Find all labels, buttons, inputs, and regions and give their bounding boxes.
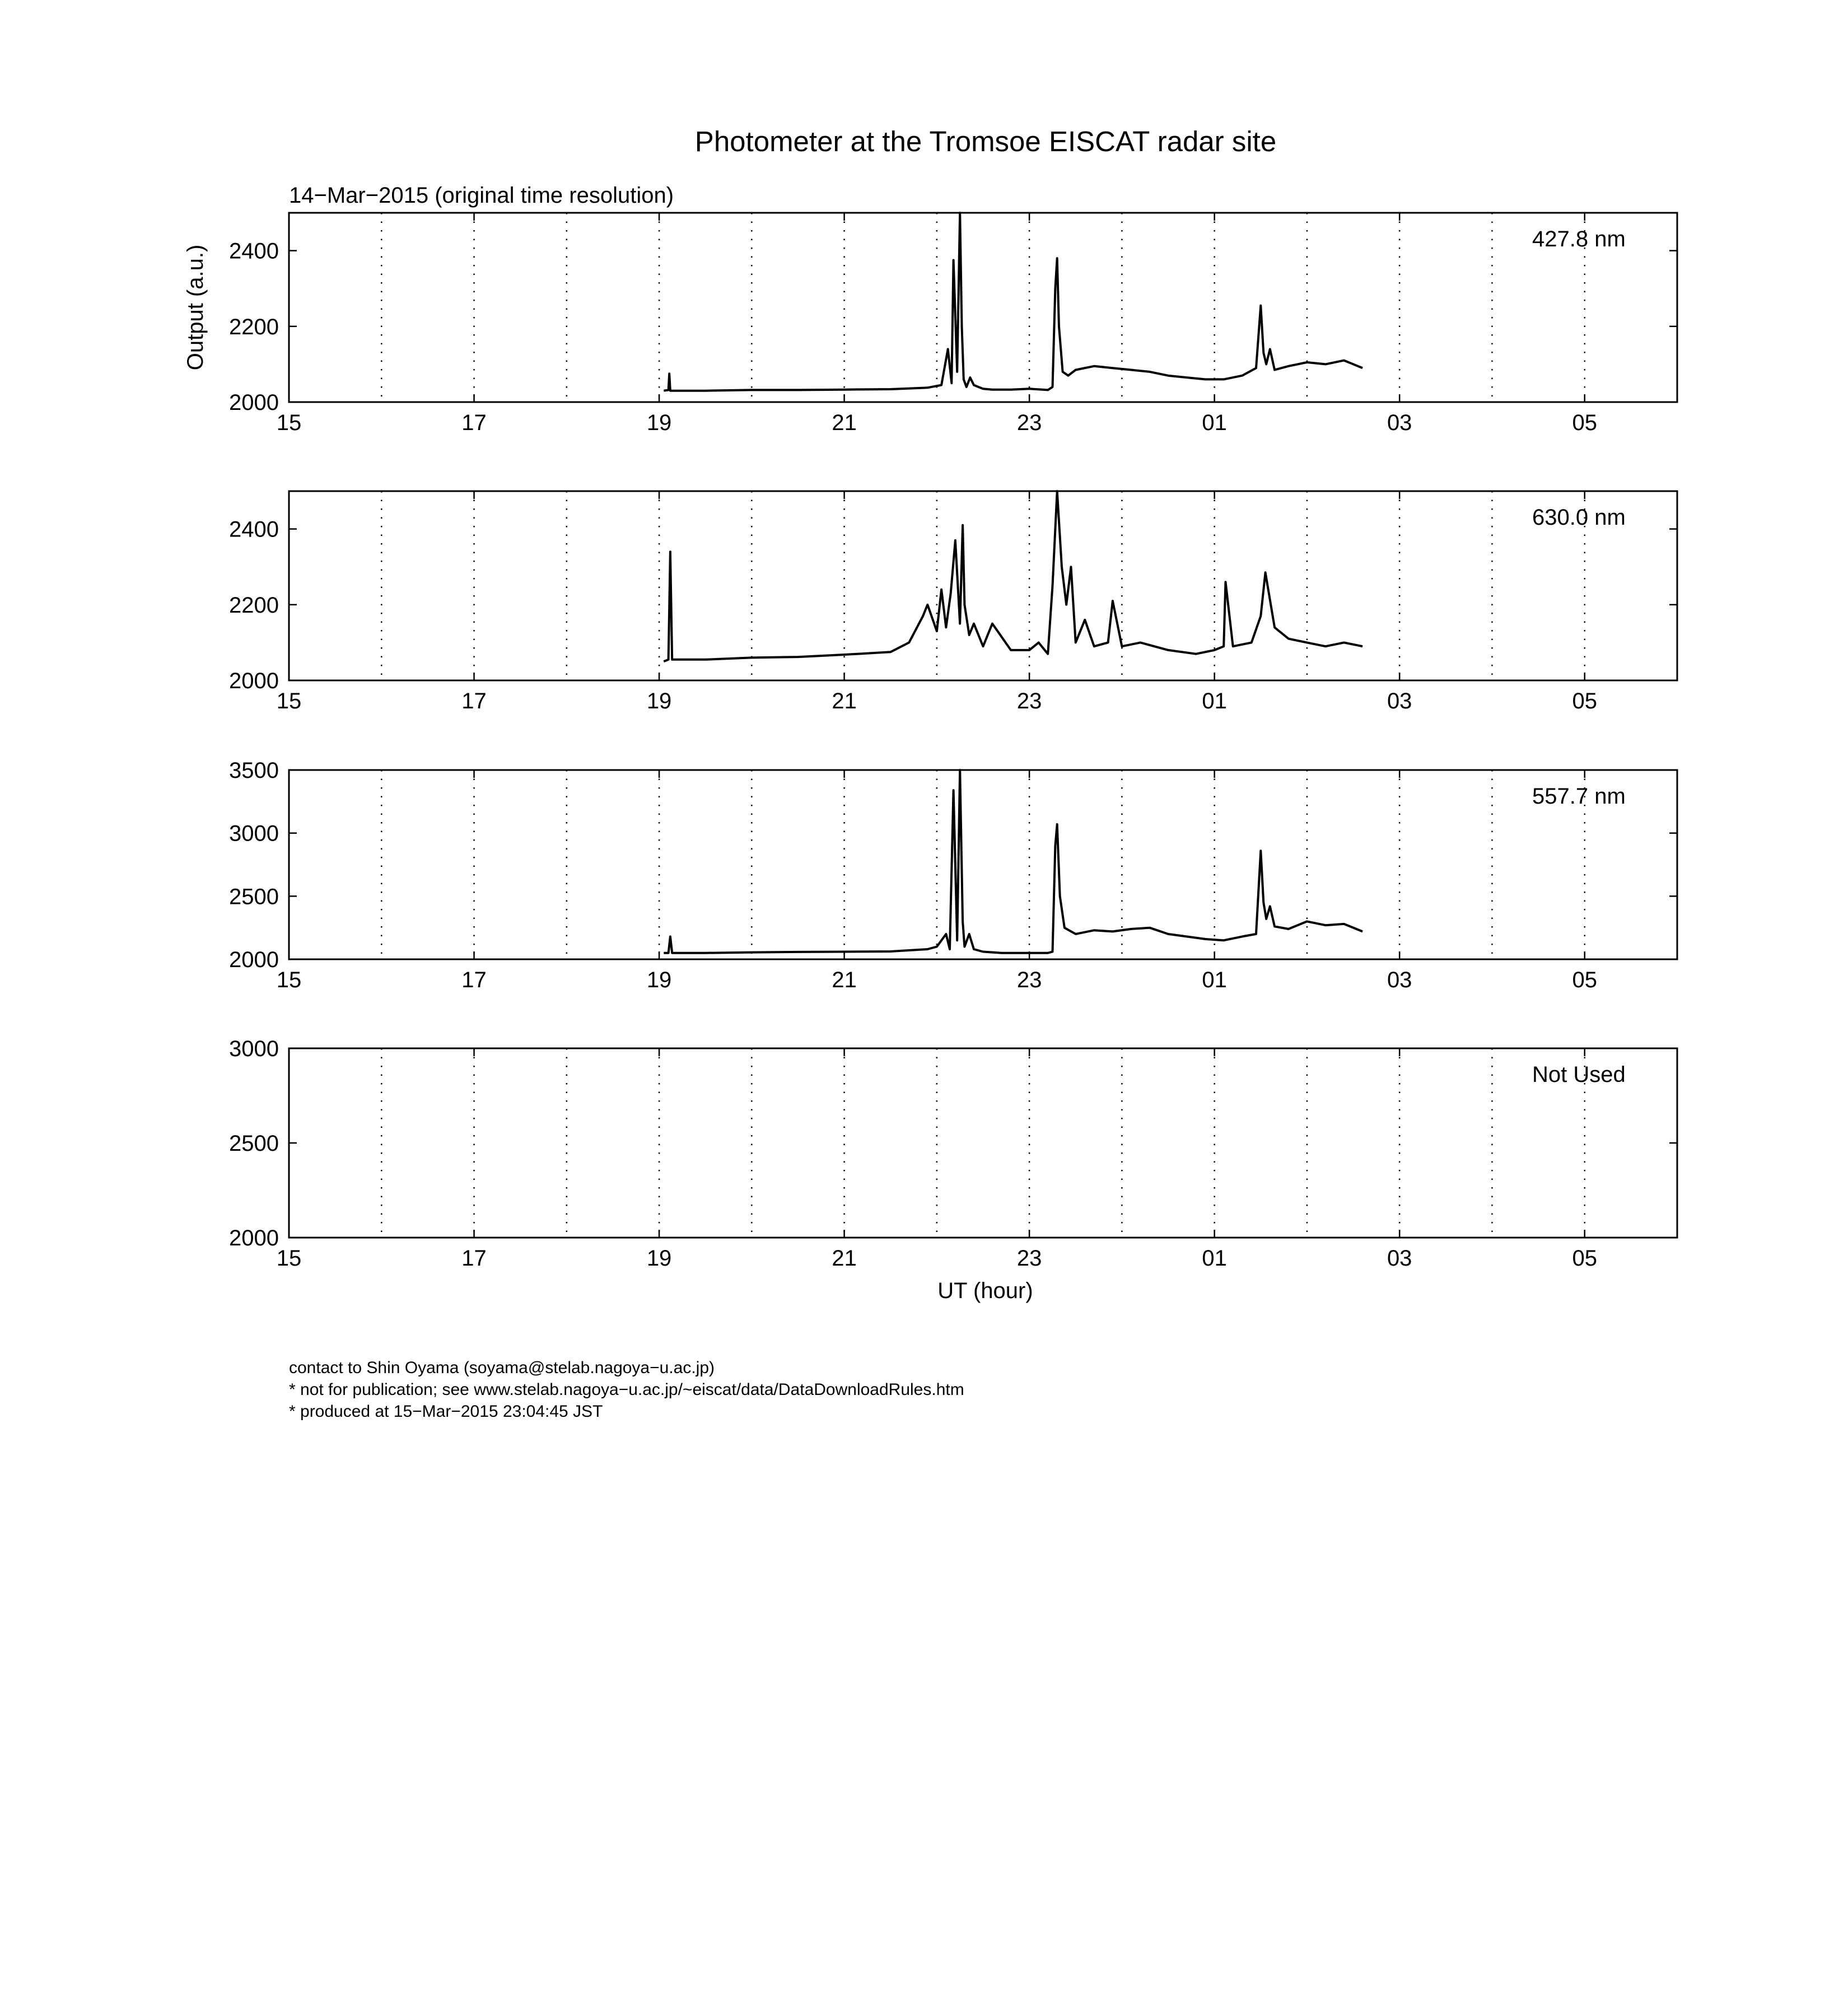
x-tick-label: 19 xyxy=(646,1246,672,1271)
panel-label: 630.0 nm xyxy=(1532,505,1626,530)
panel-label: 427.8 nm xyxy=(1532,227,1626,251)
panel-label: Not Used xyxy=(1532,1062,1626,1087)
panel xyxy=(229,758,1677,992)
x-tick-label: 17 xyxy=(461,689,487,713)
x-tick-label: 23 xyxy=(1016,968,1042,992)
x-tick-label: 21 xyxy=(832,689,857,713)
x-tick-label: 15 xyxy=(276,968,302,992)
series-line xyxy=(664,213,1362,391)
y-tick-label: 2200 xyxy=(229,592,279,618)
x-tick-label: 17 xyxy=(461,968,487,992)
panel xyxy=(183,213,1677,435)
panel xyxy=(229,491,1677,713)
x-axis-label: UT (hour) xyxy=(937,1278,1033,1303)
footer-line: * produced at 15−Mar−2015 23:04:45 JST xyxy=(289,1402,603,1421)
y-tick-label: 2000 xyxy=(229,390,279,415)
x-tick-label: 03 xyxy=(1387,1246,1412,1271)
x-tick-label: 03 xyxy=(1387,689,1412,713)
y-tick-label: 2000 xyxy=(229,669,279,693)
footer xyxy=(289,1359,964,1421)
x-tick-label: 23 xyxy=(1016,1246,1042,1271)
y-tick-label: 3000 xyxy=(229,1037,279,1061)
x-tick-label: 19 xyxy=(646,410,672,435)
x-tick-label: 15 xyxy=(276,410,302,435)
x-tick-label: 15 xyxy=(276,1246,302,1271)
footer-line: * not for publication; see www.stelab.nagoya−u.ac.jp/~eiscat/data/DataDownloadRules.htm xyxy=(289,1380,964,1399)
footer-line: contact to Shin Oyama (soyama@stelab.nagoya−u.ac.jp) xyxy=(289,1359,715,1377)
panels xyxy=(183,213,1677,1303)
plot-frame xyxy=(289,491,1677,680)
x-tick-label: 03 xyxy=(1387,968,1412,992)
x-tick-label: 23 xyxy=(1016,689,1042,713)
plot-frame xyxy=(289,1048,1677,1238)
y-axis-label: Output (a.u.) xyxy=(183,244,208,371)
x-tick-label: 21 xyxy=(832,410,857,435)
series-line xyxy=(664,491,1362,661)
y-tick-label: 2200 xyxy=(229,314,279,339)
panel xyxy=(229,1037,1677,1303)
y-tick-label: 2400 xyxy=(229,517,279,542)
x-tick-label: 05 xyxy=(1572,1246,1597,1271)
plot-frame xyxy=(289,770,1677,959)
y-tick-label: 2500 xyxy=(229,884,279,909)
x-tick-label: 05 xyxy=(1572,410,1597,435)
x-tick-label: 01 xyxy=(1202,410,1227,435)
x-tick-label: 01 xyxy=(1202,1246,1227,1271)
x-tick-label: 01 xyxy=(1202,689,1227,713)
x-tick-label: 01 xyxy=(1202,968,1227,992)
x-tick-label: 19 xyxy=(646,968,672,992)
x-tick-label: 05 xyxy=(1572,968,1597,992)
x-tick-label: 17 xyxy=(461,410,487,435)
y-tick-label: 3000 xyxy=(229,821,279,846)
x-tick-label: 05 xyxy=(1572,689,1597,713)
x-tick-label: 15 xyxy=(276,689,302,713)
x-tick-label: 17 xyxy=(461,1246,487,1271)
figure-title: Photometer at the Tromsoe EISCAT radar site xyxy=(694,125,1277,157)
y-tick-label: 2000 xyxy=(229,948,279,972)
series-line xyxy=(664,770,1362,953)
x-tick-label: 23 xyxy=(1016,410,1042,435)
figure-subtitle: 14−Mar−2015 (original time resolution) xyxy=(289,183,674,208)
x-tick-label: 19 xyxy=(646,689,672,713)
panel-label: 557.7 nm xyxy=(1532,784,1626,809)
x-tick-label: 03 xyxy=(1387,410,1412,435)
y-tick-label: 2000 xyxy=(229,1226,279,1250)
y-tick-label: 2400 xyxy=(229,239,279,264)
y-tick-label: 2500 xyxy=(229,1131,279,1156)
y-tick-label: 3500 xyxy=(229,758,279,783)
x-tick-label: 21 xyxy=(832,968,857,992)
x-tick-label: 21 xyxy=(832,1246,857,1271)
plot-frame xyxy=(289,213,1677,402)
